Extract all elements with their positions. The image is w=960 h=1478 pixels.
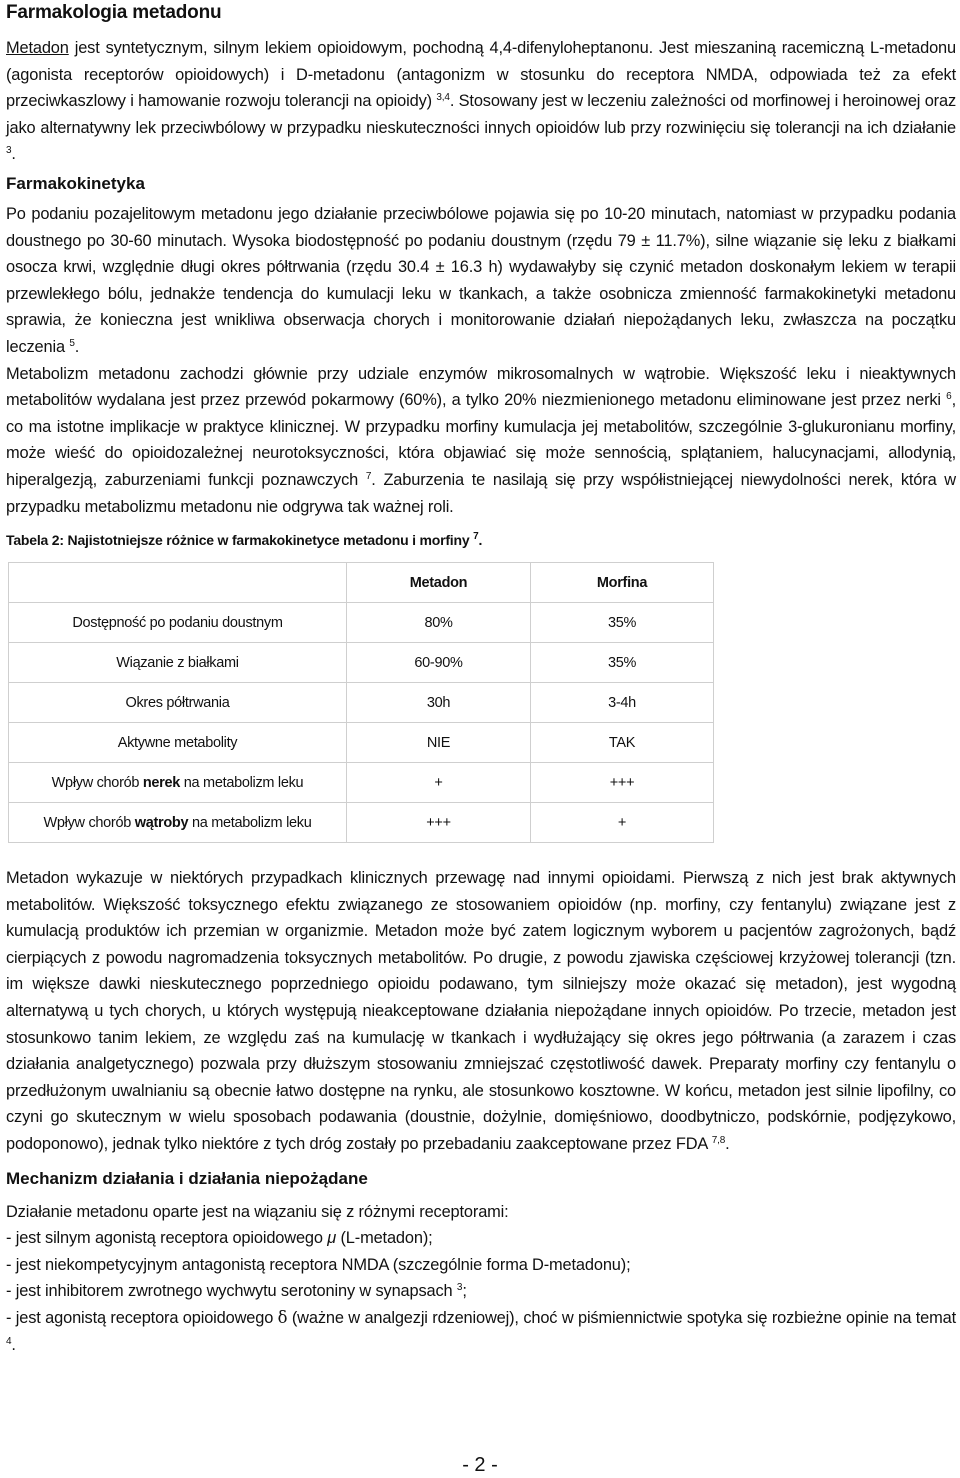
advantages-paragraph <box>6 865 956 1158</box>
table-row-label <box>9 683 347 723</box>
table-cell-morfina: 35% <box>531 603 714 643</box>
row-label-text: Okres półtrwania <box>125 694 230 711</box>
adv-text-2: . <box>725 1135 730 1154</box>
adv-text-1: Metadon wykazuje w niektórych przypadkach klinicznych przewagę nad innymi opioidami. Pierwszą z nich jest brak aktywnych metabolitów. Większość toksycznego efektu związanego ze stosowaniem opioidów (np. morfiny, czy fentanylu) związane jest z kumulacją produktów ich przemian w organizmie. Metadon może być zatem logicznym wyborem u pacjentów zagrożonych, bądź cierpiących z powodu nagromadzenia toksycznych metabolitów. Po drugie, z powodu zjawiska częściowej krzyżowej tolerancji (tzn. im większe dawki nieskutecznego poprzedniego opioidu podawano, tym silniejszy może okazać się metadon), jest wygodną alternatywą u tych chorych, u których występują nieakceptowane działania niepożądane innych opioidów. Po trzecie, metadon jest stosunkowo tanim lekiem, ze względu zaś na kumulację w tkankach i wydłużający się okres jego półtrwania (a zarazem i czas działania analgetycznego) pozwala przy dłuższym stosowaniu zmniejszać częstotliwość dawek. Preparaty morfiny czy fentanylu o przedłużonym uwalnianiu są obecnie łatwo dostępne na rynku, ale stosunkowo kosztowne. W końcu, metadon jest silnie lipofilny, co czyni go skutecznym w wielu sposobach podawania (doustnie, dożylnie, domięśniowo, doodbytniczo, podskórnie, podjęzykowo, podoponowo), jednak tylko niektóre z tych dróg zostały po przebadaniu zaakceptowane przez FDA <box>6 869 956 1154</box>
list-item <box>6 1252 956 1279</box>
list-item <box>6 1225 956 1252</box>
table-cell-metadon: +++ <box>347 803 531 843</box>
table-row-label <box>9 723 347 763</box>
table-cell-morfina: +++ <box>531 763 714 803</box>
caption-text: Tabela 2: Najistotniejsze różnice w farmakokinetyce metadonu i morfiny <box>6 532 474 549</box>
footnote-ref: 7,8 <box>711 1135 726 1147</box>
table-cell-morfina: 3-4h <box>531 683 714 723</box>
list-item <box>6 1305 956 1358</box>
table-cell-metadon: 60-90% <box>347 643 531 683</box>
table-row <box>9 643 714 683</box>
document-page <box>6 0 956 1358</box>
row-label-emphasis: wątroby <box>134 814 189 831</box>
table-cell-metadon: 80% <box>347 603 531 643</box>
intro-text-1: jest syntetycznym, silnym lekiem opioidowym, pochodną 4,4-difenyloheptanonu. Jest mieszaniną racemiczną L-metadonu (agonista receptorów opioidowych) i D-metadonu (antagonizm w stosunku do receptora NMDA, odpowiada też za efekt przeciwkaszlowy i hamowanie rozwoju tolerancji na opioidy) <box>6 39 956 111</box>
footnote-ref: 3 <box>456 1282 463 1294</box>
table-cell-metadon: NIE <box>347 723 531 763</box>
pk1-text-2: . <box>74 337 80 356</box>
intro-paragraph <box>6 35 956 168</box>
section-heading-mechanizm: Mechanizm działania i działania niepożądane <box>6 1168 368 1188</box>
list-item-text: ; <box>462 1282 467 1301</box>
table-row <box>9 803 714 843</box>
section-heading-farmakokinetyka: Farmakokinetyka <box>6 173 145 193</box>
table-header-cell: Morfina <box>531 563 714 603</box>
page-title: Farmakologia metadonu <box>6 2 222 23</box>
metadon-link[interactable]: Metadon <box>6 39 69 57</box>
list-item-text: - jest niekompetycyjnym antagonistą receptora NMDA (szczególnie forma D-metadonu); <box>6 1255 631 1274</box>
footnote-ref: 5 <box>69 337 75 349</box>
pk2-text-1: Metabolizm metadonu zachodzi głównie przy udziale enzymów mikrosomalnych w wątrobie. Większość leku i nieaktywnych metabolitów wydalana jest przez przewód pokarmowy (60%), a tylko 20% niezmienionego metadonu eliminowane jest przez nerki <box>6 364 956 410</box>
table-caption <box>6 530 956 550</box>
page-number: - 2 - <box>462 1454 498 1476</box>
table-row-label <box>9 603 347 643</box>
row-label-text: Dostępność po podaniu doustnym <box>72 614 283 631</box>
list-item-text: (L-metadon); <box>336 1229 433 1248</box>
table-row <box>9 723 714 763</box>
table-cell-morfina: 35% <box>531 643 714 683</box>
caption-text-end: . <box>478 532 483 549</box>
table-cell-metadon: + <box>347 763 531 803</box>
row-label-emphasis: nerek <box>142 774 181 791</box>
pk2-text-2: , co ma istotne implikacje w praktyce klinicznej. W przypadku morfiny kumulacja jej metabolitów, szczególnie 3-glukuronianu morfiny, może wieść do opioidozależnej neurotoksyczności, która objawiać się może sennością, splątaniem, halucynacjami, allodynią, hiperalgezją, zaburzeniami funkcji poznawczych <box>6 391 956 489</box>
intro-text-3: . <box>11 145 16 164</box>
table-header-cell <box>9 563 347 603</box>
delta-symbol: δ <box>277 1308 288 1327</box>
footnote-ref: 7 <box>473 531 479 543</box>
row-label-text: Wiązanie z białkami <box>116 654 239 671</box>
table-row <box>9 763 714 803</box>
list-item <box>6 1278 956 1305</box>
mechanism-intro: Działanie metadonu oparte jest na wiązaniu się z różnymi receptorami: <box>6 1202 509 1221</box>
row-label-text: Wpływ chorób <box>43 814 135 831</box>
table-row-label <box>9 803 347 843</box>
list-item-text: - jest silnym agonistą receptora opioidowego <box>6 1229 328 1248</box>
footnote-ref: 4 <box>6 1335 12 1347</box>
row-label-text: na metabolizm leku <box>188 814 312 831</box>
pk2-text-3: . Zaburzenia te nasilają się przy współistniejącej niewydolności nerek, która w przypadku metabolizmu metadonu nie odgrywa tak ważnej roli. <box>6 470 956 516</box>
table-header-cell: Metadon <box>347 563 531 603</box>
table-cell-metadon: 30h <box>347 683 531 723</box>
row-label-text: Wpływ chorób <box>51 774 143 791</box>
pk1-text-1: Po podaniu pozajelitowym metadonu jego działanie przeciwbólowe pojawia się po 10-20 minutach, natomiast w przypadku podania doustnego po 30-60 minutach. Wysoka biodostępność po podaniu doustnym (rzędu 79 ± 11.7%), silne wiązanie się leku z białkami osocza krwi, względnie długi okres półtrwania (rzędu 30.4 ± 16.3 h) wydawałyby się czynić metadon doskonałym lekiem w terapii przewlekłego bólu, jednakże tendencja do kumulacji leku w tkankach, a także osobnicza zmienność farmakokinetyki metadonu sprawia, że konieczna jest wnikliwa obserwacja chorych i monitorowanie działań niepożądanych leku, zwłaszcza na początku leczenia <box>6 204 956 356</box>
table-row-label <box>9 643 347 683</box>
list-item-text: . <box>11 1335 16 1354</box>
table-row <box>9 683 714 723</box>
row-label-text: na metabolizm leku <box>180 774 304 791</box>
intro-text-2: . Stosowany jest w leczeniu zależności od morfinowej i heroinowej oraz jako alternatywny lek przeciwbólowy w przypadku nieskuteczności innych opioidów lub przy rozwinięciu się tolerancji na ich działanie <box>6 92 957 137</box>
pharmacokinetics-paragraph-2 <box>6 361 956 521</box>
table-cell-morfina: + <box>531 803 714 843</box>
table-row-label <box>9 763 347 803</box>
table-row <box>9 603 714 643</box>
list-item-text: - jest agonistą receptora opioidowego <box>6 1309 278 1327</box>
table-cell-morfina: TAK <box>531 723 714 763</box>
pharmacokinetics-paragraph-1 <box>6 201 956 361</box>
list-item-text: (ważne w analgezji rdzeniowej), choć w piśmiennictwie spotyka się rozbieżne opinie na temat <box>287 1309 957 1327</box>
comparison-table <box>8 562 714 843</box>
footnote-ref: 6 <box>946 391 952 403</box>
row-label-text: Aktywne metabolity <box>117 734 238 751</box>
mu-symbol: μ <box>327 1229 337 1248</box>
footnote-ref: 3 <box>6 145 12 157</box>
footnote-ref: 3,4 <box>436 92 450 104</box>
list-item-text: - jest inhibitorem zwrotnego wychwytu serotoniny w synapsach <box>6 1282 457 1301</box>
footnote-ref: 7 <box>365 470 372 482</box>
table-header-row <box>9 563 714 603</box>
